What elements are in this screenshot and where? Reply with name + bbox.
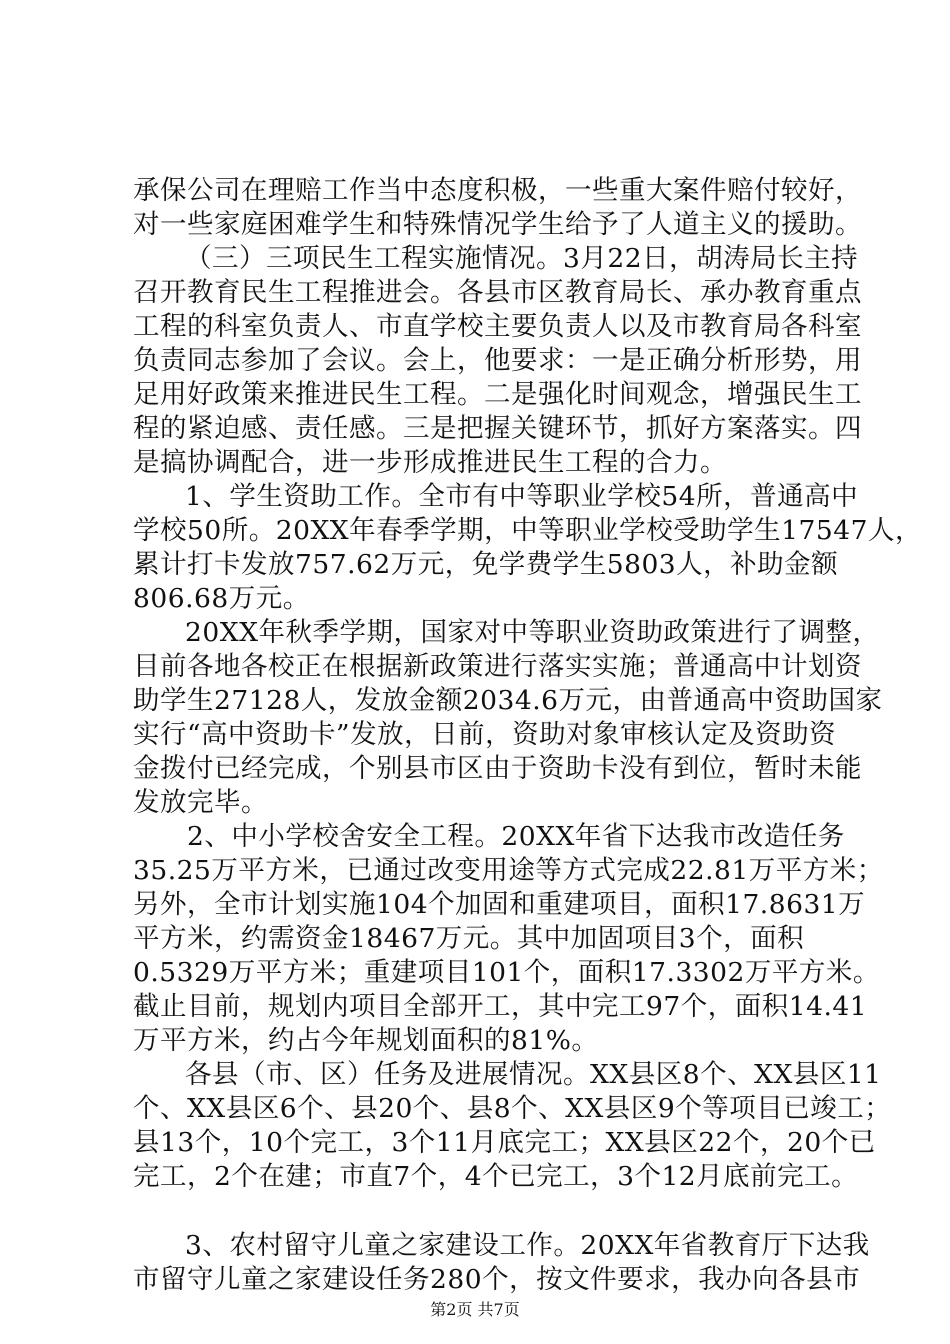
text-line: 学校50所。20XX年春季学期，中等职业学校受助学生17547人， <box>133 515 922 546</box>
text-line: 3、农村留守儿童之家建设工作。20XX年省教育厅下达我 <box>185 1230 870 1261</box>
text-line: 负责同志参加了会议。会上，他要求：一是正确分析形势，用 <box>133 345 862 376</box>
text-line: 金拨付已经完成，个别县市区由于资助卡没有到位，暂时未能 <box>133 753 862 784</box>
text-line: 1、学生资助工作。全市有中等职业学校54所，普通高中 <box>185 481 859 512</box>
text-line: 足用好政策来推进民生工程。二是强化时间观念，增强民生工 <box>133 379 862 410</box>
text-line: 累计打卡发放757.62万元，免学费学生5803人，补助金额 <box>133 549 839 580</box>
text-line: 平方米，约需资金18467万元。其中加固项目3个，面积 <box>133 923 805 954</box>
text-line: （三）三项民生工程实施情况。3月22日，胡涛局长主持 <box>185 243 859 274</box>
text-line: 目前各地各校正在根据新政策进行落实实施；普通高中计划资 <box>133 651 862 682</box>
text-line: 对一些家庭困难学生和特殊情况学生给予了人道主义的援助。 <box>133 209 862 240</box>
text-line: 县13个，10个完工，3个11月底完工；XX县区22个，20个已 <box>133 1127 876 1158</box>
text-line: 工程的科室负责人、市直学校主要负责人以及市教育局各科室 <box>133 311 862 342</box>
text-line: 2、中小学校舍安全工程。20XX年省下达我市改造任务 <box>187 821 845 852</box>
text-line: 个、XX县区6个、县20个、县8个、XX县区9个等项目已竣工； <box>133 1093 892 1124</box>
text-line: 另外，全市计划实施104个加固和重建项目，面积17.8631万 <box>133 889 866 920</box>
text-line: 发放完毕。 <box>133 787 268 818</box>
page-footer: 第2页 共7页 <box>430 1300 520 1319</box>
text-line: 万平方米，约占今年规划面积的81%。 <box>133 1025 599 1056</box>
text-line: 程的紧迫感、责任感。三是把握关键环节，抓好方案落实。四 <box>133 413 862 444</box>
text-line: 各县（市、区）任务及进展情况。XX县区8个、XX县区11 <box>185 1059 882 1090</box>
text-line: 助学生27128人，发放金额2034.6万元，由普通高中资助国家 <box>133 685 883 716</box>
text-line: 召开教育民生工程推进会。各县市区教育局长、承办教育重点 <box>133 277 862 308</box>
text-line: 实行“高中资助卡”发放，日前，资助对象审核认定及资助资 <box>133 719 837 750</box>
text-line: 承保公司在理赔工作当中态度积极，一些重大案件赔付较好， <box>133 175 862 206</box>
text-line: 截止目前，规划内项目全部开工，其中完工97个，面积14.41 <box>133 991 868 1022</box>
text-line: 806.68万元。 <box>133 583 310 614</box>
text-line: 20XX年秋季学期，国家对中等职业资助政策进行了调整， <box>185 617 880 648</box>
text-line: 完工，2个在建；市直7个，4个已完工，3个12月底前完工。 <box>133 1161 859 1192</box>
text-line: 是搞协调配合，进一步形成推进民生工程的合力。 <box>133 447 727 478</box>
text-line: 0.5329万平方米；重建项目101个，面积17.3302万平方米。 <box>133 957 880 988</box>
text-line: 市留守儿童之家建设任务280个，按文件要求，我办向各县市 <box>133 1264 861 1295</box>
text-line: 35.25万平方米，已通过改变用途等方式完成22.81万平方米； <box>133 855 884 886</box>
